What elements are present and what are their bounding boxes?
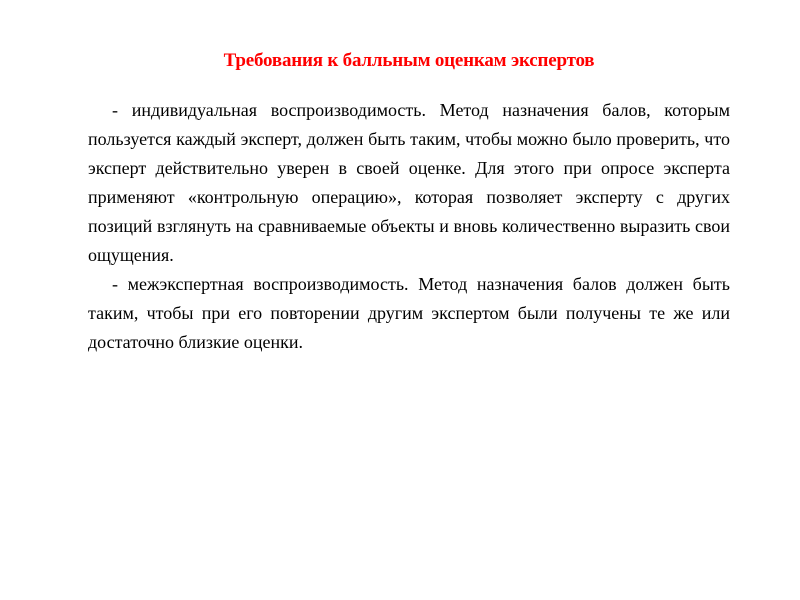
slide-title: Требования к балльным оценкам экспертов — [223, 50, 595, 71]
paragraph-interexpert-reproducibility: - межэкспертная воспроизводимость. Метод назначения балов должен быть таким, чтобы при его повторении другим экспертом были получены те же или достаточно близкие оценки. — [88, 274, 730, 352]
paragraph-individual-reproducibility: - индивидуальная воспроизводимость. Метод назначения балов, которым пользуется каждый эксперт, должен быть таким, чтобы можно было проверить, что эксперт действительно уверен в своей оценке. Для этого при опросе эксперта применяют «контрольную операцию», которая позволяет эксперту с других позиций взглянуть на сравниваемые объекты и вновь количественно выразить свои ощущения. — [88, 100, 730, 265]
